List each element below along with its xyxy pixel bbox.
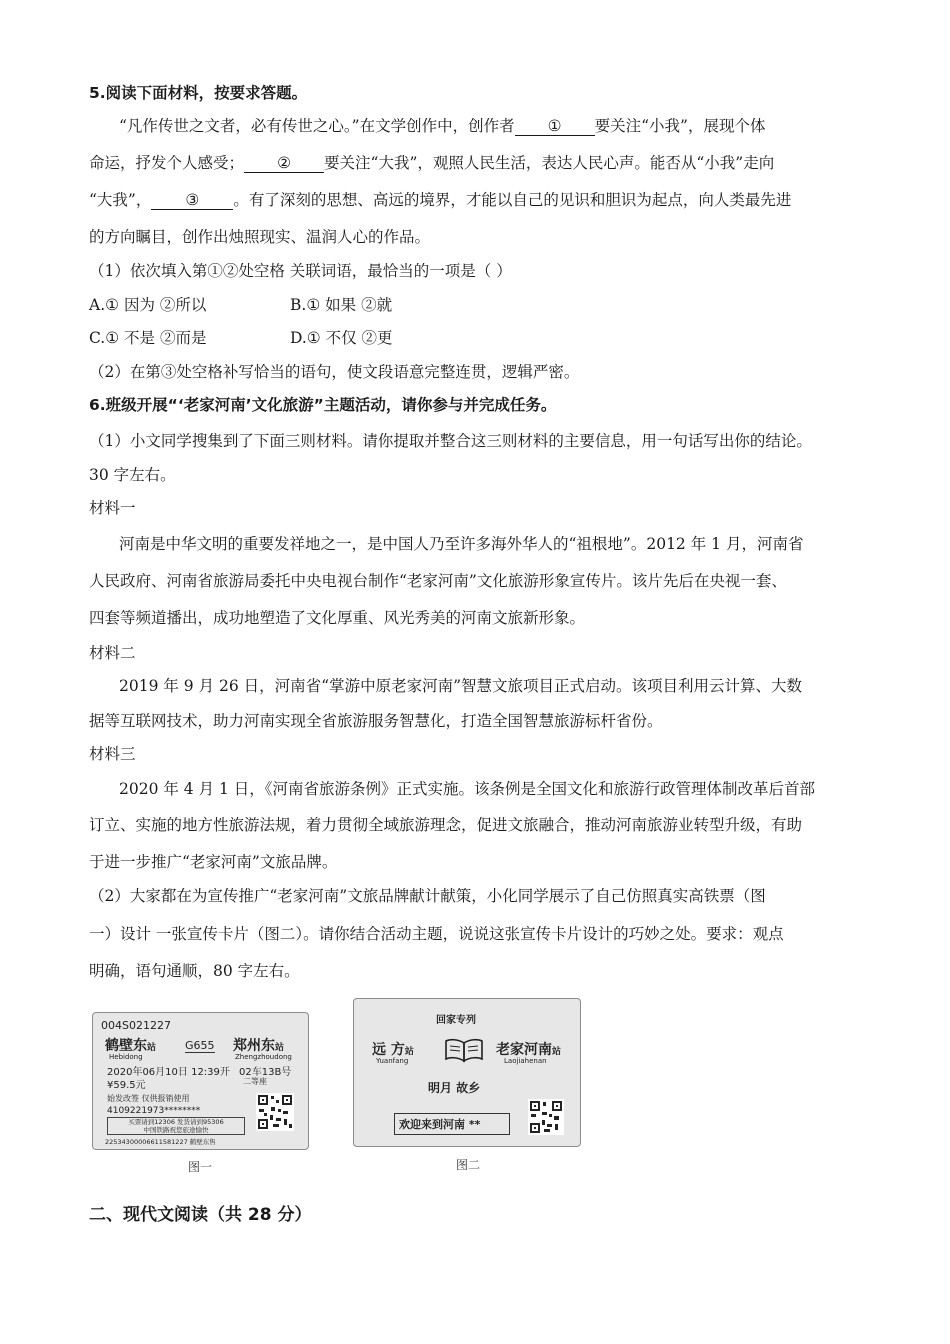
- figure-1-caption: 图一: [188, 1160, 213, 1174]
- blank-2: ②: [244, 154, 324, 173]
- q5-para-line3: [89, 190, 890, 210]
- ticket-note: 始发改签 仅供报销使用: [107, 1094, 190, 1103]
- q5-text: “凡作传世之文者，必有传世之心。”在文学创作中，创作者: [119, 117, 515, 135]
- material-2-line: 2019 年 9 月 26 日，河南省“掌游中原老家河南”智慧文旅项目正式启动。该项目利用云计算、大数: [119, 677, 803, 695]
- section-2-title: 二、现代文阅读（共 28 分）: [89, 1205, 312, 1225]
- ticket-seat: 02车13B号: [239, 1067, 292, 1078]
- ticket-notice-line: 中国铁路祝您旅途愉快: [143, 1126, 209, 1134]
- q5-title: 5.阅读下面材料，按要求答题。: [89, 84, 308, 102]
- card-from-pinyin: Yuanfang: [376, 1057, 409, 1065]
- ticket-to-station: 郑州东站: [233, 1038, 285, 1054]
- option-c: C.① 不是 ②而是: [89, 329, 207, 347]
- blank-3: ③: [151, 191, 233, 210]
- material-3-line: 于进一步推广“老家河南”文旅品牌。: [89, 853, 338, 871]
- card-motto: 明月 故乡: [428, 1081, 481, 1095]
- q5-text: 要关注“小我”，展现个体: [594, 117, 766, 135]
- open-book-icon: [444, 1037, 484, 1063]
- card-to-station: 老家河南站: [496, 1042, 562, 1058]
- material-2-label: 材料二: [89, 644, 136, 662]
- ticket-code: 004S021227: [101, 1019, 171, 1032]
- q5-subquestion-1: （1）依次填入第①②处空格 关联词语，最恰当的一项是（ ）: [89, 262, 512, 280]
- card-to-pinyin: Laojiahenan: [504, 1057, 547, 1065]
- ticket-serial: 22534300006611581227 鹤壁东售: [105, 1138, 216, 1146]
- q6-title: 6.班级开展“‘老家河南’文化旅游”主题活动，请你参与并完成任务。: [89, 396, 557, 414]
- figure-2-promo-card: [353, 998, 581, 1147]
- figure-2-caption: 图二: [456, 1158, 481, 1172]
- ticket-datetime: 2020年06月10日 12:39开: [107, 1067, 230, 1078]
- q6-subquestion-1: （1）小文同学搜集到了下面三则材料。请你提取并整合这三则材料的主要信息，用一句话写出你的结论。: [89, 432, 812, 450]
- q5-para-line1: [119, 116, 890, 136]
- ticket-class: 二等座: [243, 1077, 267, 1086]
- material-1-label: 材料一: [89, 499, 136, 517]
- material-3-label: 材料三: [89, 745, 136, 763]
- q6-subquestion-1-cont: 30 字左右。: [89, 466, 176, 484]
- ticket-price: ¥59.5元: [107, 1080, 146, 1091]
- q5-text: 。有了深刻的思想、高远的境界，才能以自己的见识和胆识为起点，向人类最先进: [233, 191, 792, 209]
- card-welcome-box: 欢迎来到河南 **: [394, 1113, 510, 1135]
- material-1-line: 河南是中华文明的重要发祥地之一，是中国人乃至许多海外华人的“祖根地”。2012 年 1 月，河南省: [119, 535, 804, 553]
- material-2-line: 据等互联网技术，助力河南实现全省旅游服务智慧化，打造全国智慧旅游标杆省份。: [89, 712, 663, 730]
- material-1-line: 四套等频道播出，成功地塑造了文化厚重、风光秀美的河南文旅新形象。: [89, 609, 586, 627]
- material-3-line: 2020 年 4 月 1 日，《河南省旅游条例》正式实施。该条例是全国文化和旅游行政管理体制改革后首部: [119, 780, 816, 798]
- ticket-to-pinyin: Zhengzhoudong: [235, 1053, 292, 1061]
- qr-code-icon: [528, 1099, 564, 1135]
- ticket-notice-line: 买票请到12306 发货请到95306: [128, 1118, 224, 1126]
- card-from-station: 远 方站: [372, 1042, 414, 1058]
- q6-subquestion-2-line: 明确，语句通顺，80 字左右。: [89, 962, 300, 980]
- q5-text: 命运，抒发个人感受；: [89, 154, 245, 172]
- material-1-line: 人民政府、河南省旅游局委托中央电视台制作“老家河南”文化旅游形象宣传片。该片先后在央视一套、: [89, 572, 787, 590]
- card-header: 回家专列: [436, 1015, 476, 1026]
- blank-1: ①: [515, 117, 595, 136]
- ticket-id: 4109221973********: [107, 1106, 201, 1116]
- ticket-train-number: G655: [185, 1039, 215, 1052]
- ticket-notice-box: [107, 1117, 245, 1135]
- q5-text: “大我”，: [89, 191, 152, 209]
- material-3-line: 订立、实施的地方性旅游法规，着力贯彻全域旅游理念，促进文旅融合，推动河南旅游业转型升级，有助: [89, 816, 803, 834]
- q5-para-line4: 的方向瞩目，创作出烛照现实、温润人心的作品。: [89, 228, 431, 246]
- option-a: A.① 因为 ②所以: [89, 296, 207, 314]
- ticket-from-station: 鹤壁东站: [105, 1038, 157, 1054]
- figure-1-train-ticket: [92, 1012, 309, 1150]
- q5-para-line2: [89, 153, 890, 173]
- option-b: B.① 如果 ②就: [290, 296, 393, 314]
- qr-code-icon: [256, 1093, 294, 1131]
- ticket-from-pinyin: Hebidong: [109, 1053, 143, 1061]
- q6-subquestion-2-line: 一）设计 一张宣传卡片（图二）。请你结合活动主题，说说这张宣传卡片设计的巧妙之处。要求：观点: [89, 925, 784, 943]
- q5-subquestion-2: （2）在第③处空格补写恰当的语句，使文段语意完整连贯，逻辑严密。: [89, 363, 580, 381]
- option-d: D.① 不仅 ②更: [290, 329, 393, 347]
- q5-text: 要关注“大我”，观照人民生活，表达人民心声。能否从“小我”走向: [324, 154, 775, 172]
- q6-subquestion-2: （2）大家都在为宣传推广“老家河南”文旅品牌献计献策，小化同学展示了自己仿照真实高铁票（图: [89, 887, 766, 905]
